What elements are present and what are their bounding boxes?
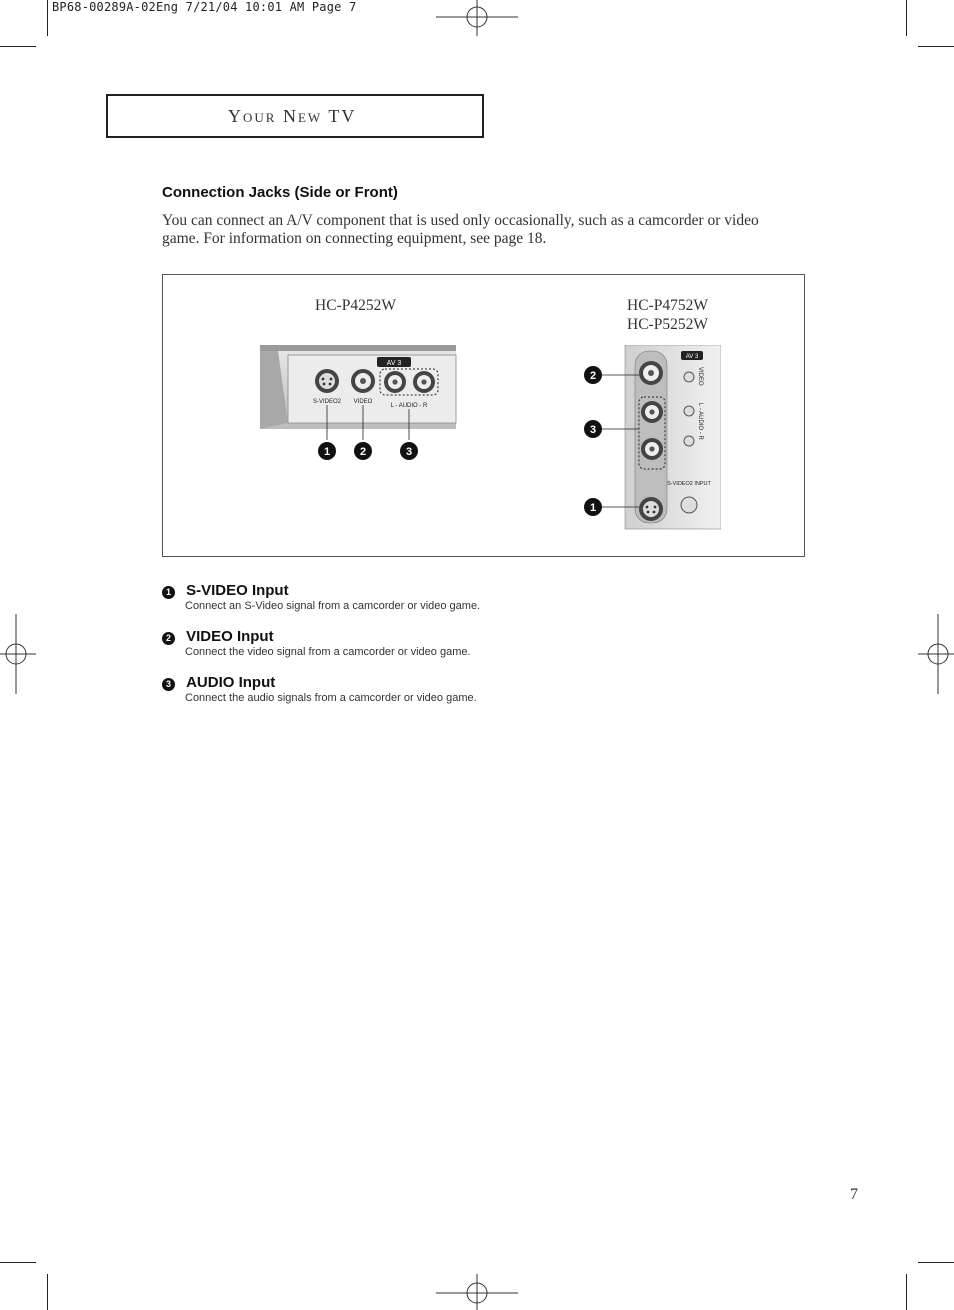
item-number-badge: 1	[162, 586, 175, 599]
svg-text:3: 3	[589, 424, 597, 436]
crop-mark	[918, 1262, 954, 1263]
svg-text:1: 1	[589, 502, 597, 514]
svideo-jack-icon	[639, 497, 663, 521]
page-number: 7	[850, 1186, 858, 1203]
model-label-right-1: HC-P4752W	[627, 297, 708, 314]
audio-label: L - AUDIO - R	[390, 403, 428, 409]
item-number-badge: 3	[162, 678, 175, 691]
audio-right-jack-icon	[641, 438, 663, 460]
list-item	[162, 626, 782, 658]
section-title-box	[106, 94, 484, 138]
svideo-input-label: S-VIDEO2 INPUT	[667, 481, 711, 487]
svideo-label: S-VIDEO2	[312, 399, 342, 405]
item-description: Connect the audio signals from a camcorder or video game.	[185, 692, 477, 704]
model-label-right-2: HC-P5252W	[627, 316, 708, 333]
video-jack-icon	[351, 369, 375, 393]
connection-figure	[162, 274, 805, 557]
section-title: Your New TV	[228, 106, 357, 126]
item-number-badge: 2	[162, 632, 175, 645]
svg-text:2: 2	[589, 370, 597, 382]
item-title: VIDEO Input	[186, 628, 274, 645]
list-item	[162, 672, 782, 704]
item-list	[162, 580, 782, 704]
left-jack-panel	[260, 345, 458, 465]
svideo-jack-icon	[315, 369, 339, 393]
callout-2-icon	[584, 366, 602, 384]
video-vertical-label: VIDEO	[697, 367, 703, 386]
crop-mark	[47, 1274, 48, 1310]
crop-mark	[47, 0, 48, 36]
audio-left-jack-icon	[384, 371, 406, 393]
registration-mark-icon	[918, 614, 954, 694]
registration-mark-icon	[436, 1274, 518, 1310]
crop-mark	[0, 1262, 36, 1263]
audio-right-jack-icon	[413, 371, 435, 393]
svg-text:1: 1	[323, 446, 331, 458]
item-title: AUDIO Input	[186, 674, 276, 691]
callout-3-icon	[584, 420, 602, 438]
audio-vertical-label: L - AUDIO - R	[697, 403, 703, 440]
callout-1-icon	[318, 442, 336, 460]
crop-mark	[0, 46, 36, 47]
list-item	[162, 580, 782, 612]
av-label: AV 3	[685, 354, 699, 360]
callout-1-icon	[584, 498, 602, 516]
av-label: AV 3	[386, 360, 402, 367]
item-description: Connect the video signal from a camcorder or video game.	[185, 646, 471, 658]
crop-mark	[906, 0, 907, 36]
video-jack-icon	[639, 361, 663, 385]
print-slug: BP68-00289A-02Eng 7/21/04 10:01 AM Page 7	[52, 0, 357, 14]
svg-text:2: 2	[359, 446, 367, 458]
item-title: S-VIDEO Input	[186, 582, 289, 599]
item-description: Connect an S-Video signal from a camcorder or video game.	[185, 600, 481, 612]
video-label: VIDEO	[353, 399, 373, 405]
right-jack-panel	[581, 345, 721, 531]
callout-3-icon	[400, 442, 418, 460]
model-label-left: HC-P4252W	[315, 297, 396, 314]
callout-2-icon	[354, 442, 372, 460]
registration-mark-icon	[0, 614, 36, 694]
crop-mark	[906, 1274, 907, 1310]
crop-mark	[918, 46, 954, 47]
audio-left-jack-icon	[641, 401, 663, 423]
svg-text:3: 3	[405, 446, 413, 458]
intro-paragraph: You can connect an A/V component that is used only occasionally, such as a camcorder or video game. For information on connecting equipment, see page 18.	[162, 212, 759, 247]
registration-mark-icon	[436, 0, 518, 36]
page-heading: Connection Jacks (Side or Front)	[162, 184, 398, 201]
